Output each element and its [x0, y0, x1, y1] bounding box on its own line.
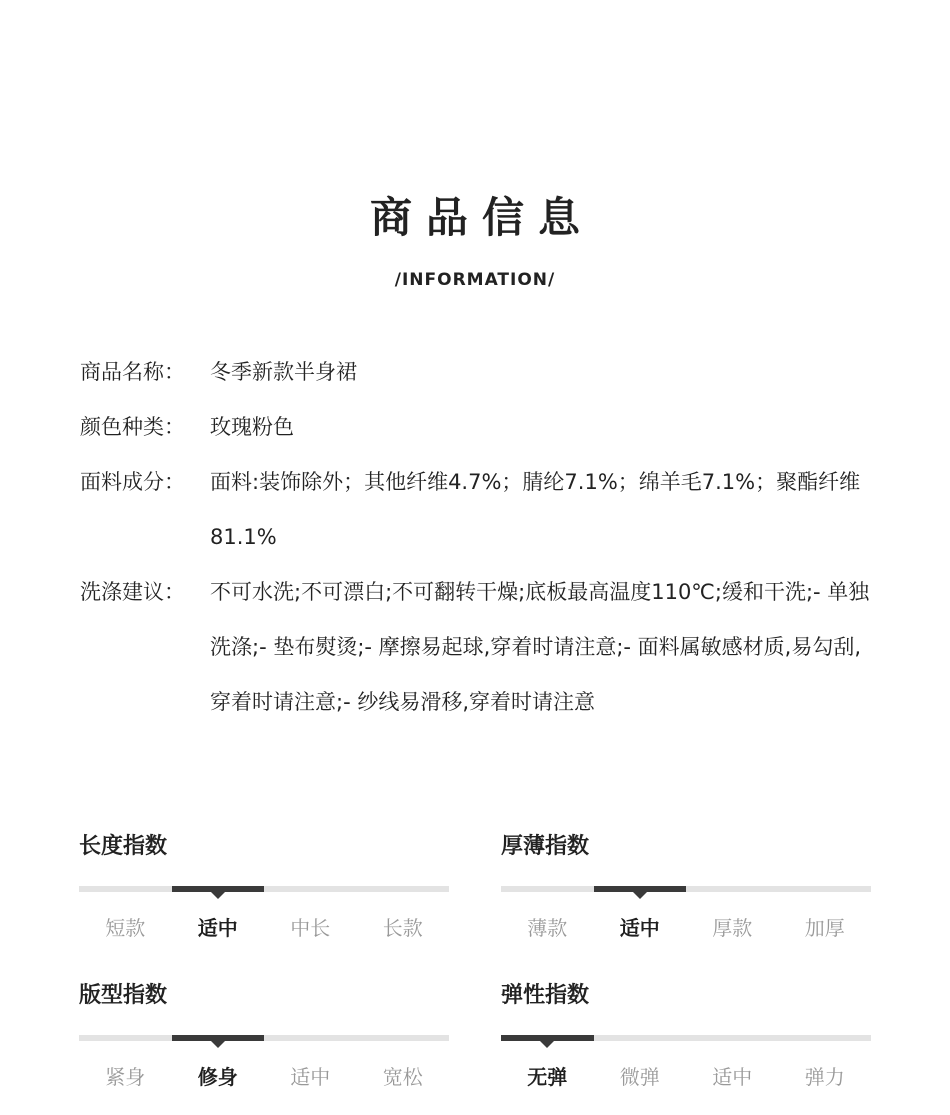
- metric-indicator: [172, 1035, 265, 1041]
- info-label: 面料成分：: [80, 470, 185, 494]
- info-value: 面料:装饰除外；其他纤维4.7%；腈纶7.1%；绵羊毛7.1%；聚酯纤维81.1%: [210, 470, 861, 549]
- metric-option: 无弹: [527, 1065, 568, 1089]
- info-label: 商品名称：: [80, 360, 185, 384]
- metric-option: 中长: [290, 916, 331, 940]
- metric-title: 厚薄指数: [501, 834, 590, 859]
- metric-option: 薄款: [527, 916, 568, 940]
- metric-length: [79, 832, 449, 941]
- info-row-material: [80, 455, 880, 565]
- info-row-color: [80, 400, 880, 455]
- info-row-name: [80, 345, 880, 400]
- metric-option: 适中: [290, 1065, 331, 1089]
- metric-option: 厚款: [712, 916, 753, 940]
- metric-option: 适中: [712, 1065, 753, 1089]
- metric-option: 宽松: [382, 1065, 423, 1089]
- page-title: 商品信息: [369, 193, 594, 242]
- metric-option: 长款: [382, 916, 423, 940]
- metric-option: 弹力: [804, 1065, 845, 1089]
- metric-option: 适中: [197, 916, 238, 940]
- metric-thickness: [501, 832, 871, 941]
- metric-indicator: [501, 1035, 594, 1041]
- metric-track: [79, 1035, 449, 1041]
- info-label: 洗涤建议：: [80, 580, 185, 604]
- info-value: 玫瑰粉色: [210, 415, 294, 439]
- metric-fit: [79, 981, 449, 1090]
- metric-elasticity: [501, 981, 871, 1090]
- metric-option: 加厚: [804, 916, 845, 940]
- metric-title: 版型指数: [79, 983, 168, 1008]
- metric-option: 微弹: [619, 1065, 660, 1089]
- info-value: 不可水洗;不可漂白;不可翻转干燥;底板最高温度110℃;缓和干洗;- 单独洗涤;- 垫布熨烫;- 摩擦易起球,穿着时请注意;- 面料属敏感材质,易勾刮,穿着时请注意;- 纱线易滑移,穿着时请注意: [210, 580, 870, 714]
- metric-indicator: [594, 886, 687, 892]
- section-header: [0, 188, 950, 290]
- metric-option: 适中: [619, 916, 660, 940]
- metric-track: [501, 886, 871, 892]
- metric-title: 长度指数: [79, 834, 168, 859]
- metric-indicator: [172, 886, 265, 892]
- info-row-care: [80, 565, 880, 730]
- metric-title: 弹性指数: [501, 983, 590, 1008]
- info-label: 颜色种类：: [80, 415, 185, 439]
- product-info-list: [80, 345, 880, 730]
- metric-option: 紧身: [105, 1065, 146, 1089]
- metric-track: [79, 886, 449, 892]
- page-subtitle: /INFORMATION/: [394, 270, 556, 290]
- info-value: 冬季新款半身裙: [210, 360, 357, 384]
- metric-option: 修身: [197, 1065, 238, 1089]
- metric-option: 短款: [105, 916, 146, 940]
- metric-track: [501, 1035, 871, 1041]
